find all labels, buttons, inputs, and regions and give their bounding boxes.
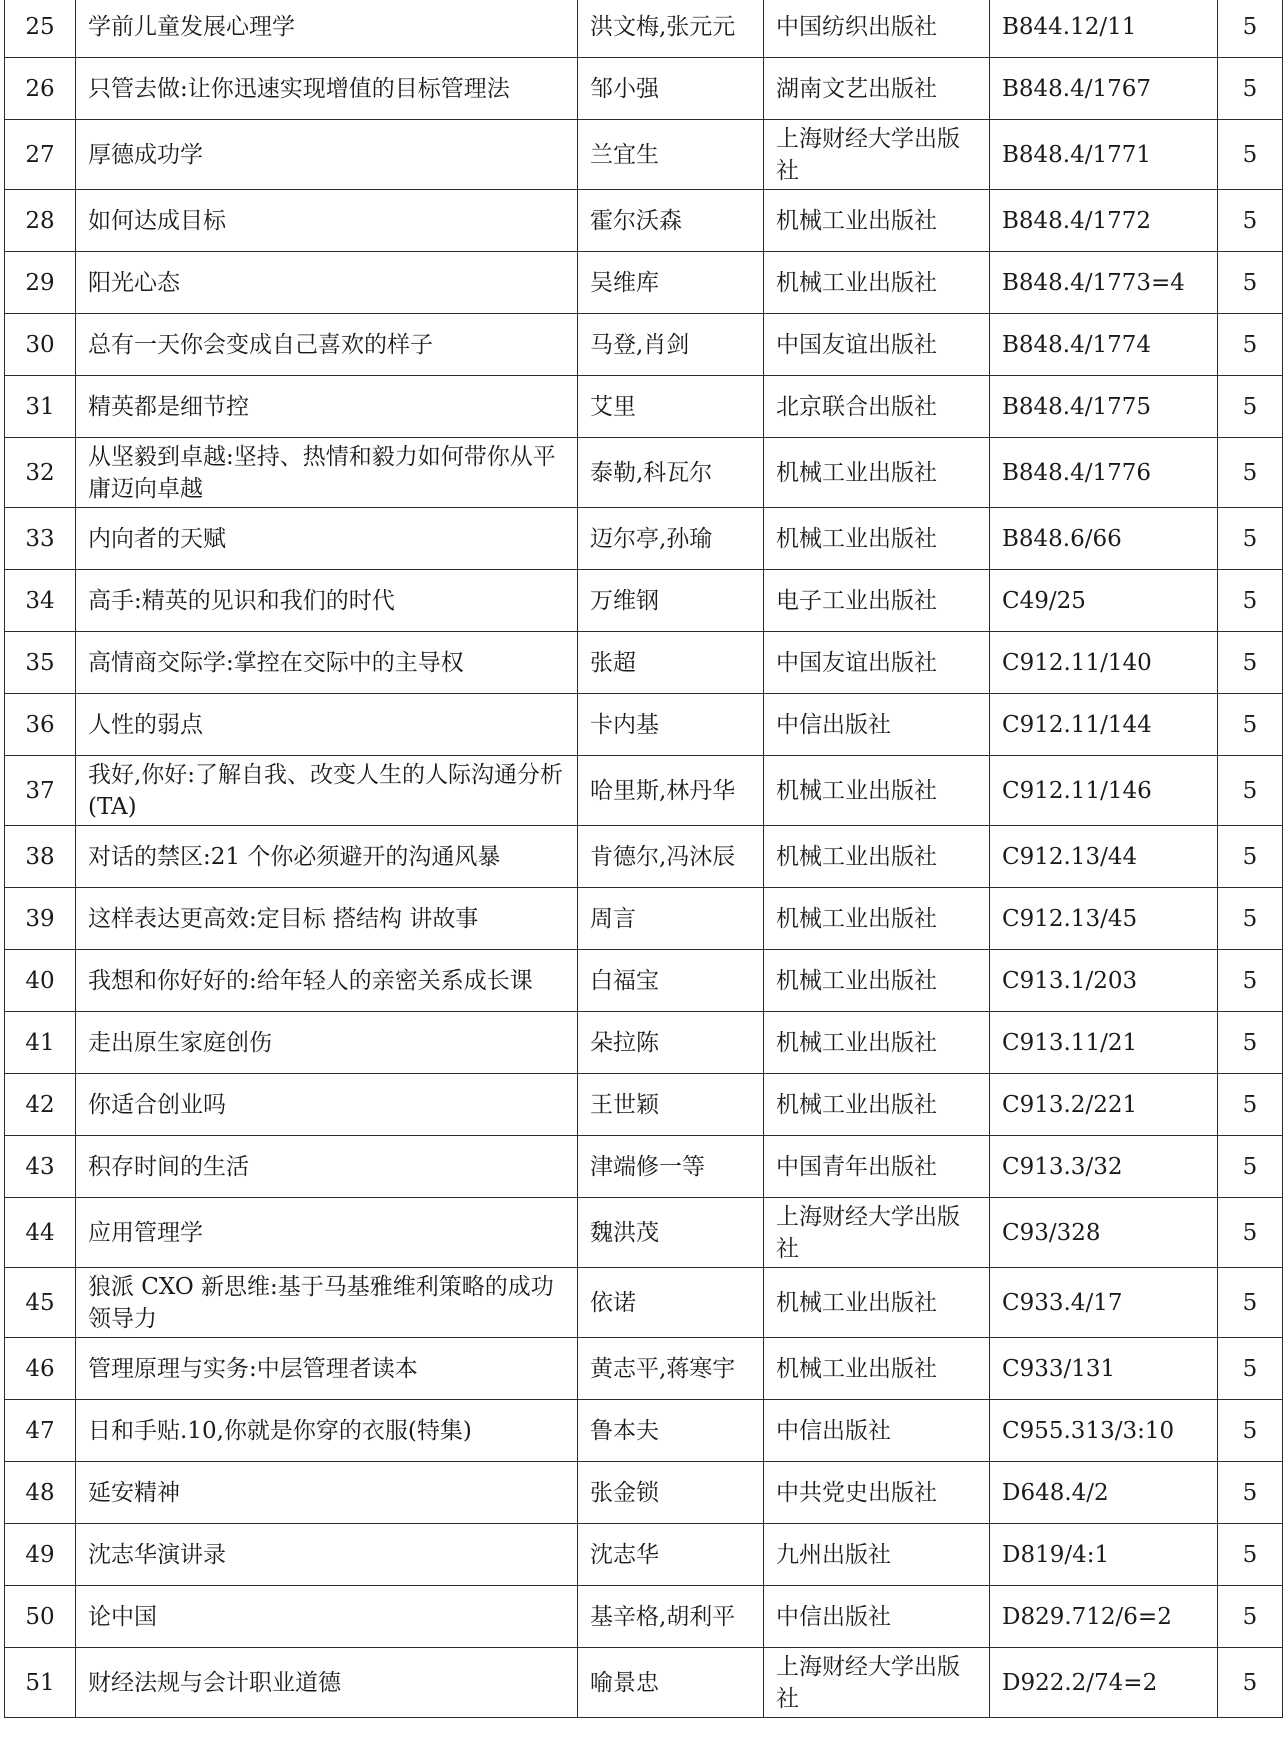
- row-number: 42: [5, 1074, 76, 1136]
- book-author: 沈志华: [578, 1524, 764, 1586]
- book-publisher: 机械工业出版社: [764, 508, 990, 570]
- row-number: 51: [5, 1648, 76, 1718]
- copy-count: 5: [1218, 1586, 1283, 1648]
- book-title: 高情商交际学:掌控在交际中的主导权: [76, 632, 578, 694]
- book-title: 延安精神: [76, 1462, 578, 1524]
- call-number: B844.12/11: [990, 0, 1218, 58]
- book-publisher: 九州出版社: [764, 1524, 990, 1586]
- book-author: 基辛格,胡利平: [578, 1586, 764, 1648]
- book-author: 哈里斯,林丹华: [578, 756, 764, 826]
- copy-count: 5: [1218, 1648, 1283, 1718]
- book-title: 我好,你好:了解自我、改变人生的人际沟通分析 (TA): [76, 756, 578, 826]
- book-author: 周言: [578, 888, 764, 950]
- book-title: 只管去做:让你迅速实现增值的目标管理法: [76, 58, 578, 120]
- copy-count: 5: [1218, 438, 1283, 508]
- book-title: 日和手贴.10,你就是你穿的衣服(特集): [76, 1400, 578, 1462]
- book-title: 走出原生家庭创伤: [76, 1012, 578, 1074]
- call-number: B848.4/1775: [990, 376, 1218, 438]
- call-number: C93/328: [990, 1198, 1218, 1268]
- row-number: 50: [5, 1586, 76, 1648]
- row-number: 33: [5, 508, 76, 570]
- copy-count: 5: [1218, 1198, 1283, 1268]
- row-number: 47: [5, 1400, 76, 1462]
- book-title: 我想和你好好的:给年轻人的亲密关系成长课: [76, 950, 578, 1012]
- row-number: 43: [5, 1136, 76, 1198]
- book-author: 马登,肖剑: [578, 314, 764, 376]
- call-number: B848.4/1772: [990, 190, 1218, 252]
- row-number: 45: [5, 1268, 76, 1338]
- row-number: 29: [5, 252, 76, 314]
- row-number: 48: [5, 1462, 76, 1524]
- book-author: 霍尔沃森: [578, 190, 764, 252]
- row-number: 25: [5, 0, 76, 58]
- table-row: [5, 120, 1283, 190]
- call-number: C933.4/17: [990, 1268, 1218, 1338]
- book-title: 论中国: [76, 1586, 578, 1648]
- copy-count: 5: [1218, 632, 1283, 694]
- copy-count: 5: [1218, 0, 1283, 58]
- row-number: 38: [5, 826, 76, 888]
- row-number: 39: [5, 888, 76, 950]
- call-number: D648.4/2: [990, 1462, 1218, 1524]
- book-author: 艾里: [578, 376, 764, 438]
- book-title: 这样表达更高效:定目标 搭结构 讲故事: [76, 888, 578, 950]
- book-publisher: 机械工业出版社: [764, 1268, 990, 1338]
- call-number: C912.11/144: [990, 694, 1218, 756]
- table-row: [5, 1524, 1283, 1586]
- table-row: [5, 1462, 1283, 1524]
- table-row: [5, 376, 1283, 438]
- book-author: 白福宝: [578, 950, 764, 1012]
- book-publisher: 机械工业出版社: [764, 1074, 990, 1136]
- copy-count: 5: [1218, 694, 1283, 756]
- book-publisher: 中国青年出版社: [764, 1136, 990, 1198]
- book-title: 总有一天你会变成自己喜欢的样子: [76, 314, 578, 376]
- row-number: 30: [5, 314, 76, 376]
- book-author: 肯德尔,冯沐辰: [578, 826, 764, 888]
- book-publisher: 机械工业出版社: [764, 888, 990, 950]
- book-author: 兰宜生: [578, 120, 764, 190]
- book-publisher: 中国友谊出版社: [764, 314, 990, 376]
- call-number: D819/4:1: [990, 1524, 1218, 1586]
- call-number: D922.2/74=2: [990, 1648, 1218, 1718]
- book-publisher: 机械工业出版社: [764, 756, 990, 826]
- row-number: 31: [5, 376, 76, 438]
- book-publisher: 机械工业出版社: [764, 950, 990, 1012]
- copy-count: 5: [1218, 1524, 1283, 1586]
- row-number: 26: [5, 58, 76, 120]
- call-number: B848.4/1773=4: [990, 252, 1218, 314]
- row-number: 46: [5, 1338, 76, 1400]
- call-number: B848.6/66: [990, 508, 1218, 570]
- call-number: C912.13/44: [990, 826, 1218, 888]
- book-publisher: 中国友谊出版社: [764, 632, 990, 694]
- book-author: 张金锁: [578, 1462, 764, 1524]
- copy-count: 5: [1218, 888, 1283, 950]
- book-title: 从坚毅到卓越:坚持、热情和毅力如何带你从平庸迈向卓越: [76, 438, 578, 508]
- copy-count: 5: [1218, 120, 1283, 190]
- book-author: 魏洪茂: [578, 1198, 764, 1268]
- copy-count: 5: [1218, 1400, 1283, 1462]
- book-title: 高手:精英的见识和我们的时代: [76, 570, 578, 632]
- book-author: 迈尔亭,孙瑜: [578, 508, 764, 570]
- book-publisher: 机械工业出版社: [764, 826, 990, 888]
- book-publisher: 机械工业出版社: [764, 252, 990, 314]
- book-publisher: 中国纺织出版社: [764, 0, 990, 58]
- table-row: [5, 632, 1283, 694]
- book-title: 狼派 CXO 新思维:基于马基雅维利策略的成功领导力: [76, 1268, 578, 1338]
- row-number: 41: [5, 1012, 76, 1074]
- call-number: B848.4/1767: [990, 58, 1218, 120]
- row-number: 35: [5, 632, 76, 694]
- book-publisher: 电子工业出版社: [764, 570, 990, 632]
- call-number: C913.3/32: [990, 1136, 1218, 1198]
- book-publisher: 上海财经大学出版社: [764, 120, 990, 190]
- table-row: [5, 1012, 1283, 1074]
- table-row: [5, 0, 1283, 58]
- call-number: C913.1/203: [990, 950, 1218, 1012]
- copy-count: 5: [1218, 190, 1283, 252]
- book-author: 鲁本夫: [578, 1400, 764, 1462]
- book-publisher: 机械工业出版社: [764, 190, 990, 252]
- book-author: 卡内基: [578, 694, 764, 756]
- book-author: 依诺: [578, 1268, 764, 1338]
- copy-count: 5: [1218, 1268, 1283, 1338]
- row-number: 28: [5, 190, 76, 252]
- book-publisher: 中共党史出版社: [764, 1462, 990, 1524]
- book-author: 万维钢: [578, 570, 764, 632]
- book-publisher: 机械工业出版社: [764, 1338, 990, 1400]
- table-row: [5, 1074, 1283, 1136]
- table-row: [5, 694, 1283, 756]
- copy-count: 5: [1218, 1074, 1283, 1136]
- row-number: 40: [5, 950, 76, 1012]
- call-number: C912.11/146: [990, 756, 1218, 826]
- book-publisher: 中信出版社: [764, 694, 990, 756]
- book-author: 津端修一等: [578, 1136, 764, 1198]
- book-title: 对话的禁区:21 个你必须避开的沟通风暴: [76, 826, 578, 888]
- book-title: 人性的弱点: [76, 694, 578, 756]
- copy-count: 5: [1218, 58, 1283, 120]
- book-title: 积存时间的生活: [76, 1136, 578, 1198]
- copy-count: 5: [1218, 1462, 1283, 1524]
- book-list-rows: [5, 0, 1283, 1718]
- book-publisher: 北京联合出版社: [764, 376, 990, 438]
- call-number: C912.11/140: [990, 632, 1218, 694]
- row-number: 27: [5, 120, 76, 190]
- book-publisher: 机械工业出版社: [764, 438, 990, 508]
- call-number: C913.11/21: [990, 1012, 1218, 1074]
- row-number: 34: [5, 570, 76, 632]
- row-number: 36: [5, 694, 76, 756]
- table-row: [5, 314, 1283, 376]
- call-number: B848.4/1774: [990, 314, 1218, 376]
- call-number: B848.4/1771: [990, 120, 1218, 190]
- book-author: 洪文梅,张元元: [578, 0, 764, 58]
- table-row: [5, 438, 1283, 508]
- book-publisher: 机械工业出版社: [764, 1012, 990, 1074]
- book-author: 吴维库: [578, 252, 764, 314]
- book-author: 张超: [578, 632, 764, 694]
- book-title: 厚德成功学: [76, 120, 578, 190]
- table-row: [5, 58, 1283, 120]
- copy-count: 5: [1218, 570, 1283, 632]
- table-row: [5, 190, 1283, 252]
- table-row: [5, 1136, 1283, 1198]
- book-author: 黄志平,蒋寒宇: [578, 1338, 764, 1400]
- book-title: 内向者的天赋: [76, 508, 578, 570]
- call-number: C912.13/45: [990, 888, 1218, 950]
- call-number: C933/131: [990, 1338, 1218, 1400]
- book-title: 应用管理学: [76, 1198, 578, 1268]
- row-number: 32: [5, 438, 76, 508]
- table-row: [5, 756, 1283, 826]
- book-list-table: [4, 0, 1283, 1718]
- copy-count: 5: [1218, 756, 1283, 826]
- book-title: 管理原理与实务:中层管理者读本: [76, 1338, 578, 1400]
- call-number: C49/25: [990, 570, 1218, 632]
- copy-count: 5: [1218, 252, 1283, 314]
- table-row: [5, 826, 1283, 888]
- copy-count: 5: [1218, 950, 1283, 1012]
- book-author: 邹小强: [578, 58, 764, 120]
- copy-count: 5: [1218, 508, 1283, 570]
- book-title: 沈志华演讲录: [76, 1524, 578, 1586]
- table-row: [5, 508, 1283, 570]
- copy-count: 5: [1218, 376, 1283, 438]
- book-title: 精英都是细节控: [76, 376, 578, 438]
- book-author: 王世颖: [578, 1074, 764, 1136]
- table-row: [5, 888, 1283, 950]
- table-row: [5, 1198, 1283, 1268]
- copy-count: 5: [1218, 314, 1283, 376]
- table-row: [5, 252, 1283, 314]
- copy-count: 5: [1218, 826, 1283, 888]
- table-row: [5, 1400, 1283, 1462]
- copy-count: 5: [1218, 1338, 1283, 1400]
- book-title: 财经法规与会计职业道德: [76, 1648, 578, 1718]
- call-number: D829.712/6=2: [990, 1586, 1218, 1648]
- book-title: 如何达成目标: [76, 190, 578, 252]
- book-publisher: 湖南文艺出版社: [764, 58, 990, 120]
- table-row: [5, 1268, 1283, 1338]
- call-number: B848.4/1776: [990, 438, 1218, 508]
- book-title: 阳光心态: [76, 252, 578, 314]
- book-publisher: 上海财经大学出版社: [764, 1198, 990, 1268]
- table-row: [5, 950, 1283, 1012]
- table-row: [5, 1338, 1283, 1400]
- book-author: 泰勒,科瓦尔: [578, 438, 764, 508]
- row-number: 44: [5, 1198, 76, 1268]
- table-row: [5, 1648, 1283, 1718]
- row-number: 37: [5, 756, 76, 826]
- book-publisher: 上海财经大学出版社: [764, 1648, 990, 1718]
- copy-count: 5: [1218, 1012, 1283, 1074]
- row-number: 49: [5, 1524, 76, 1586]
- table-row: [5, 1586, 1283, 1648]
- table-row: [5, 570, 1283, 632]
- copy-count: 5: [1218, 1136, 1283, 1198]
- call-number: C913.2/221: [990, 1074, 1218, 1136]
- book-publisher: 中信出版社: [764, 1586, 990, 1648]
- book-author: 朵拉陈: [578, 1012, 764, 1074]
- book-author: 喻景忠: [578, 1648, 764, 1718]
- call-number: C955.313/3:10: [990, 1400, 1218, 1462]
- book-publisher: 中信出版社: [764, 1400, 990, 1462]
- book-title: 你适合创业吗: [76, 1074, 578, 1136]
- book-title: 学前儿童发展心理学: [76, 0, 578, 58]
